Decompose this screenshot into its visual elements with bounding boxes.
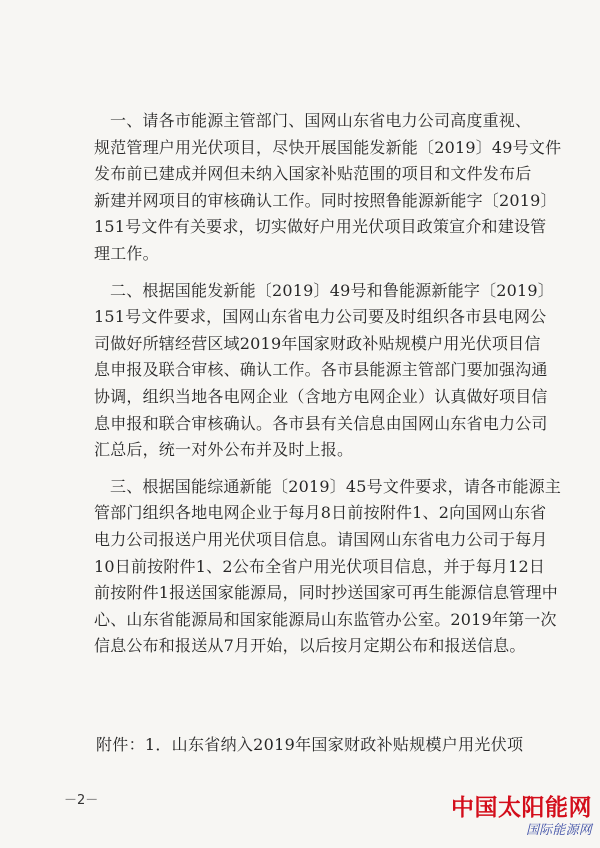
paragraph-line: 协调，组织当地各电网企业（含地方电网企业）认真做好项目信: [94, 386, 548, 406]
document-body: [94, 108, 562, 670]
paragraph-line: 理工作。: [94, 243, 159, 263]
paragraph-line: 信息公布和报送从7月开始，以后按月定期公布和报送信息。: [94, 636, 526, 656]
watermark: [442, 796, 592, 838]
paragraph-1: [94, 108, 562, 268]
attachment-line: 附件：1．山东省纳入2019年国家财政补贴规模户用光伏项: [96, 735, 524, 754]
paragraph-line: 发布前已建成并网但未纳入国家补贴范围的项目和文件发布后: [94, 164, 532, 184]
paragraph-line: 10日前按附件1、2公布全省户用光伏项目信息，并于每月12日: [94, 556, 546, 576]
paragraph-3: [94, 474, 562, 660]
paragraph-2: [94, 278, 554, 464]
paragraph-line: 心、山东省能源局和国家能源局山东监管办公室。2019年第一次: [94, 609, 557, 629]
paragraph-line: 息申报和联合审核确认。各市县有关信息由国网山东省电力公司: [94, 413, 548, 433]
paragraph-line: 151号文件有关要求，切实做好户用光伏项目政策宣介和建设管: [94, 217, 547, 237]
paragraph-line: 151号文件要求，国网山东省电力公司要及时组织各市县电网公: [94, 307, 547, 327]
watermark-main-text: 中国太阳能网: [451, 795, 592, 821]
paragraph-line: 三、根据国能综通新能〔2019〕45号文件要求，请各市能源主: [110, 476, 562, 496]
paragraph-line: 二、根据国能发新能〔2019〕49号和鲁能源新能字〔2019〕: [110, 280, 554, 300]
paragraph-line: 管部门组织各地电网企业于每月8日前按附件1、2向国网山东省: [94, 503, 547, 523]
paragraph-line: 一、请各市能源主管部门、国网山东省电力公司高度重视、: [110, 111, 532, 130]
watermark-sub-text: 国际能源网: [525, 823, 592, 838]
paragraph-line: 息申报及联合审核、确认工作。各市县能源主管部门要加强沟通: [94, 360, 548, 380]
page-number: －2－: [64, 793, 99, 808]
paragraph-line: 司做好所辖经营区域2019年国家财政补贴规模户用光伏项目信: [94, 333, 541, 353]
paragraph-line: 新建并网项目的审核确认工作。同时按照鲁能源新能字〔2019〕: [94, 190, 557, 210]
paragraph-line: 规范管理户用光伏项目，尽快开展国能发新能〔2019〕49号文件: [94, 137, 562, 157]
paragraph-line: 电力公司报送户用光伏项目信息。请国网山东省电力公司于每月: [94, 529, 548, 549]
paragraph-line: 前按附件1报送国家能源局，同时抄送国家可再生能源信息管理中: [94, 583, 558, 603]
paragraph-line: 汇总后，统一对外公布并及时上报。: [94, 440, 354, 460]
